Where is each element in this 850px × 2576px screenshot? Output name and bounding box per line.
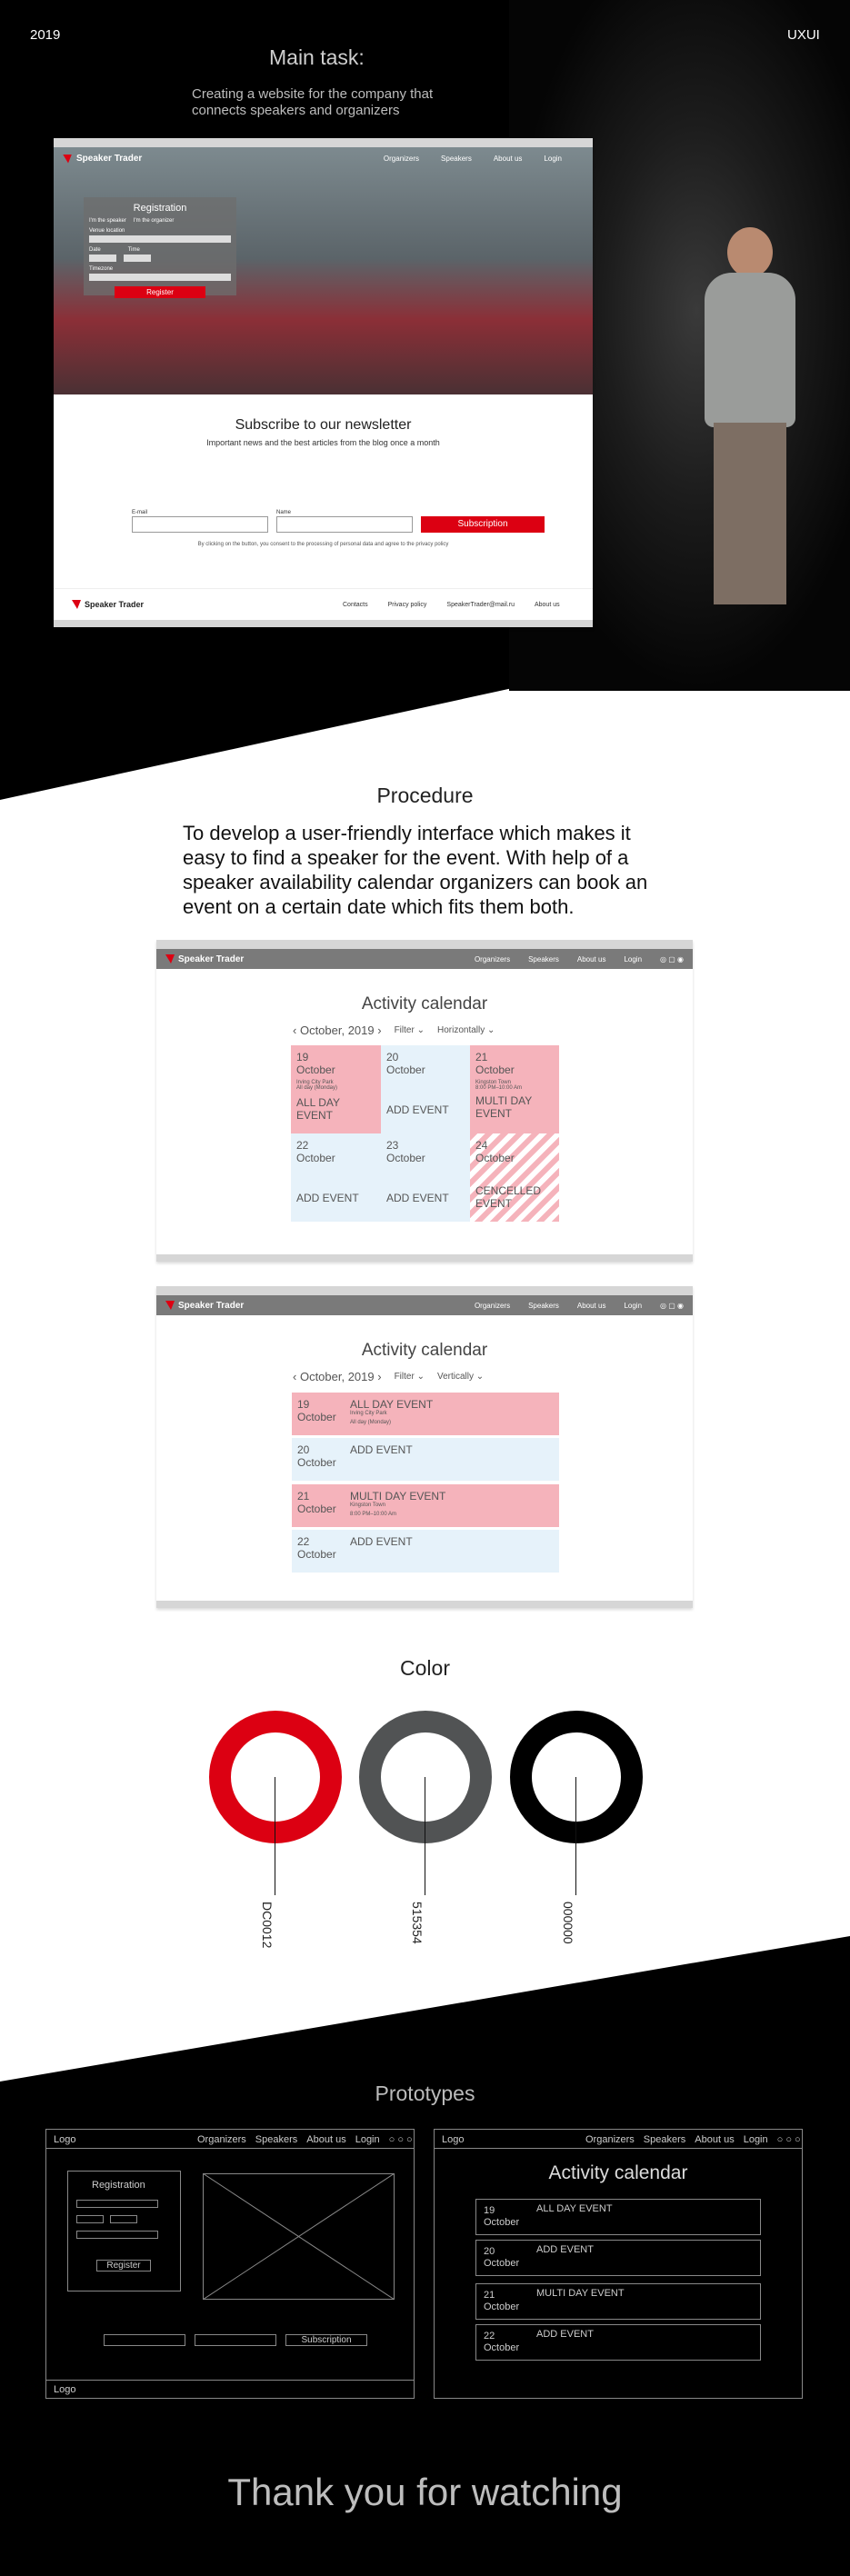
day-month: October [296, 1063, 335, 1076]
proto-day-row[interactable] [475, 2283, 761, 2320]
proto-nav-speakers[interactable]: Speakers [255, 2134, 298, 2145]
event-time: All day (Monday) [296, 1085, 338, 1091]
proto-reg-title: Registration [92, 2180, 145, 2191]
proto-day: 21 [484, 2290, 495, 2301]
thank-you-text: Thank you for watching [227, 2471, 623, 2513]
day-month: October [297, 1503, 336, 1515]
event-label: ADD EVENT [386, 1192, 449, 1204]
uxui-label: UXUI [787, 27, 820, 43]
time-label: Time [127, 247, 140, 253]
proto-day-row[interactable] [475, 2199, 761, 2235]
timezone-label: Timezone [89, 266, 114, 272]
calendar-title: Activity calendar [361, 994, 488, 1013]
proto-nav-organizers[interactable]: Organizers [197, 2134, 246, 2145]
day-cell[interactable] [381, 1133, 470, 1222]
nav-speakers[interactable]: Speakers [441, 155, 472, 163]
speaker-radio[interactable]: I'm the speaker [89, 218, 126, 224]
email-label: E-mail [132, 510, 148, 515]
nav-speakers[interactable]: Speakers [528, 954, 559, 964]
filter-label: Filter [394, 1025, 415, 1035]
month-label: October, 2019 [299, 1023, 375, 1037]
nav-login[interactable]: Login [544, 155, 562, 163]
day-number: 24 [475, 1139, 488, 1152]
day-cell[interactable] [470, 1045, 559, 1133]
proto-month: October [484, 2342, 520, 2353]
day-month: October [386, 1152, 425, 1164]
red-hex-label: DC0012 [260, 1902, 275, 1949]
layout-dropdown[interactable]: Horizontally ⌄ [436, 1025, 495, 1035]
venue-input[interactable] [89, 235, 231, 243]
proto-logo: Logo [54, 2134, 76, 2145]
proto-event: ALL DAY EVENT [536, 2203, 613, 2214]
proto-subscription-button[interactable]: Subscription [285, 2334, 367, 2346]
prototype-home: Logo Organizers Speakers About us Login ○ ○ ○ Registration Register Subscription Logo [45, 2129, 415, 2399]
proto-nav-about[interactable]: About us [695, 2134, 735, 2145]
day-number: 21 [297, 1490, 310, 1503]
event-label: MULTI DAY EVENT [475, 1094, 533, 1120]
calendar-title: Activity calendar [361, 1341, 488, 1360]
email-input[interactable] [132, 516, 268, 533]
day-number: 22 [297, 1535, 310, 1548]
day-number: 23 [386, 1139, 399, 1152]
footer-privacy[interactable]: Privacy policy [387, 602, 427, 608]
consent-text: By clicking on the button, you consent to the processing of personal data and agree to the privacy policy [197, 542, 449, 547]
day-cell[interactable] [291, 1133, 381, 1222]
day-month: October [475, 1063, 515, 1076]
day-number: 21 [475, 1051, 488, 1063]
reg-title: Registration [133, 203, 187, 214]
proto-day-row[interactable] [475, 2240, 761, 2276]
gray-hex-label: 515354 [410, 1902, 425, 1944]
filter-dropdown[interactable]: Filter ⌄ [394, 1372, 425, 1382]
proto-footer-logo: Logo [54, 2384, 76, 2395]
register-button[interactable]: Register [115, 286, 205, 298]
organizer-radio[interactable]: I'm the organizer [133, 218, 175, 224]
proto-day: 20 [484, 2246, 495, 2257]
black-swatch [510, 1711, 643, 1843]
timezone-input[interactable] [89, 274, 231, 281]
proto-month: October [484, 2217, 520, 2228]
proto-logo: Logo [442, 2134, 465, 2145]
day-row[interactable] [292, 1393, 559, 1435]
day-month: October [297, 1411, 336, 1423]
month-label: October, 2019 [299, 1370, 375, 1383]
day-row[interactable] [292, 1530, 559, 1573]
filter-label: Filter [394, 1372, 415, 1382]
nav-about[interactable]: About us [576, 1301, 606, 1310]
footer-brand[interactable]: Speaker Trader [85, 600, 145, 609]
day-month: October [297, 1456, 336, 1469]
proto-event: ADD EVENT [536, 2244, 594, 2255]
nav-login[interactable]: Login [624, 1301, 643, 1310]
footer-about[interactable]: About us [534, 602, 560, 608]
event-label: MULTI DAY EVENT [350, 1490, 446, 1503]
day-number: 19 [297, 1398, 310, 1411]
event-label: ADD EVENT [350, 1443, 413, 1456]
proto-nav-speakers[interactable]: Speakers [643, 2134, 686, 2145]
newsletter-subtitle: Important news and the best articles from the blog once a month [206, 438, 440, 447]
event-location: Irving City Park [350, 1411, 387, 1416]
proto-nav-login[interactable]: Login [743, 2134, 768, 2145]
brand-logo[interactable]: Speaker Trader [76, 154, 143, 164]
day-month: October [296, 1152, 335, 1164]
footer-email[interactable]: SpeakerTrader@mail.ru [446, 602, 515, 608]
nav-organizers[interactable]: Organizers [474, 1301, 511, 1310]
newsletter-title: Subscribe to our newsletter [235, 417, 412, 433]
day-row[interactable] [292, 1484, 559, 1527]
nav-speakers[interactable]: Speakers [528, 1301, 559, 1310]
proto-nav-organizers[interactable]: Organizers [585, 2134, 635, 2145]
brand-logo[interactable]: Speaker Trader [178, 1300, 245, 1311]
nav-about[interactable]: About us [493, 155, 523, 163]
year-label: 2019 [30, 27, 61, 43]
procedure-title: Procedure [376, 784, 474, 807]
proto-calendar-title: Activity calendar [548, 2162, 688, 2183]
procedure-text: To develop a user-friendly interface which makes it easy to find a speaker for the event. With help of a speaker availability calendar organizers can book an event on a certain date which fits them both. [183, 822, 648, 918]
name-label: Name [276, 510, 292, 515]
layout-label: Vertically [436, 1372, 474, 1382]
calendar-horizontal-mockup: Speaker Trader Organizers Speakers About us Login ◎ ▢ ◉ Activity calendar ‹ October, 2019 › Filter ⌄ Horizontally ⌄ 19 October Irving City Park All day (Monday) ALL DAY EVENT 20 October ADD EVENT 21 October Kingston Town 8:00 PM–10:00 Am MULTI DAY EVENT 22 October ADD EVENT 23 October ADD EVENT 24 October CENCELLED EVENT [156, 940, 693, 1262]
event-time: All day (Monday) [350, 1420, 392, 1425]
filter-dropdown[interactable]: Filter ⌄ [394, 1025, 425, 1035]
day-month: October [297, 1548, 336, 1561]
event-time: 8:00 PM–10:00 Am [475, 1085, 523, 1091]
day-number: 19 [296, 1051, 309, 1063]
proto-event: ADD EVENT [536, 2329, 594, 2340]
proto-nav-login[interactable]: Login [355, 2134, 380, 2145]
layout-dropdown[interactable]: Vertically ⌄ [436, 1372, 485, 1382]
event-label: CENCELLED EVENT [475, 1184, 542, 1210]
layout-label: Horizontally [436, 1025, 485, 1035]
date-label: Date [89, 247, 101, 253]
nav-organizers[interactable]: Organizers [383, 155, 420, 163]
proto-register-button[interactable]: Register [96, 2260, 151, 2271]
event-label: ALL DAY EVENT [350, 1398, 434, 1411]
event-time: 8:00 PM–10:00 Am [350, 1512, 397, 1517]
proto-month: October [484, 2301, 520, 2312]
proto-day-row[interactable] [475, 2324, 761, 2361]
event-location: Kingston Town [350, 1503, 385, 1508]
proto-month: October [484, 2258, 520, 2269]
day-month: October [386, 1063, 425, 1076]
proto-day: 22 [484, 2331, 495, 2341]
event-label: ADD EVENT [296, 1192, 359, 1204]
proto-event: MULTI DAY EVENT [536, 2288, 625, 2299]
prototypes-title: Prototypes [375, 2082, 475, 2105]
gray-swatch [359, 1711, 492, 1843]
venue-label: Venue location [89, 228, 125, 234]
nav-login[interactable]: Login [624, 954, 643, 964]
event-label: ALL DAY EVENT [296, 1096, 340, 1122]
event-label: ADD EVENT [386, 1103, 449, 1116]
day-cell[interactable] [470, 1133, 559, 1222]
time-input[interactable] [124, 255, 151, 262]
nav-about[interactable]: About us [576, 954, 606, 964]
website-mockup [54, 138, 593, 627]
day-number: 20 [386, 1051, 399, 1063]
day-row[interactable] [292, 1438, 559, 1481]
red-swatch [209, 1711, 342, 1843]
month-selector[interactable]: ‹ October, 2019 › [293, 1023, 382, 1037]
day-number: 20 [297, 1443, 310, 1456]
day-number: 22 [296, 1139, 309, 1152]
black-hex-label: 000000 [561, 1902, 575, 1944]
main-task-title: Main task: [269, 45, 365, 69]
subscription-button[interactable]: Subscription [421, 516, 545, 533]
nav-organizers[interactable]: Organizers [474, 954, 511, 964]
date-input[interactable] [89, 255, 116, 262]
event-location: Kingston Town [475, 1080, 511, 1085]
brand-logo[interactable]: Speaker Trader [178, 954, 245, 964]
proto-day: 19 [484, 2205, 495, 2216]
registration-form [84, 197, 236, 295]
event-location: Irving City Park [296, 1080, 334, 1085]
task-description: Creating a website for the company that connects speakers and organizers [192, 86, 434, 118]
footer-contacts[interactable]: Contacts [343, 602, 368, 608]
color-title: Color [400, 1656, 450, 1680]
prototype-calendar: Logo Organizers Speakers About us Login ○ ○ ○ Activity calendar 19 October ALL DAY EVENT 20 October ADD EVENT 21 October MULTI DAY EVENT 22 October ADD EVENT [434, 2129, 803, 2399]
name-input[interactable] [276, 516, 413, 533]
proto-nav-about[interactable]: About us [306, 2134, 346, 2145]
day-month: October [475, 1152, 515, 1164]
event-label: ADD EVENT [350, 1535, 413, 1548]
calendar-vertical-mockup: Speaker Trader Organizers Speakers About us Login ◎ ▢ ◉ Activity calendar ‹ October, 2019 › Filter ⌄ Vertically ⌄ 19 October ALL DAY EVENT Irving City Park All day (Monday) 20 October ADD EVENT 21 October MULTI DAY EVENT Kingston Town 8:00 PM–10:00 Am 22 October ADD EVENT [156, 1286, 693, 1608]
month-selector[interactable]: ‹ October, 2019 › [293, 1370, 382, 1383]
day-cell[interactable] [291, 1045, 381, 1133]
day-cell[interactable] [381, 1045, 470, 1133]
